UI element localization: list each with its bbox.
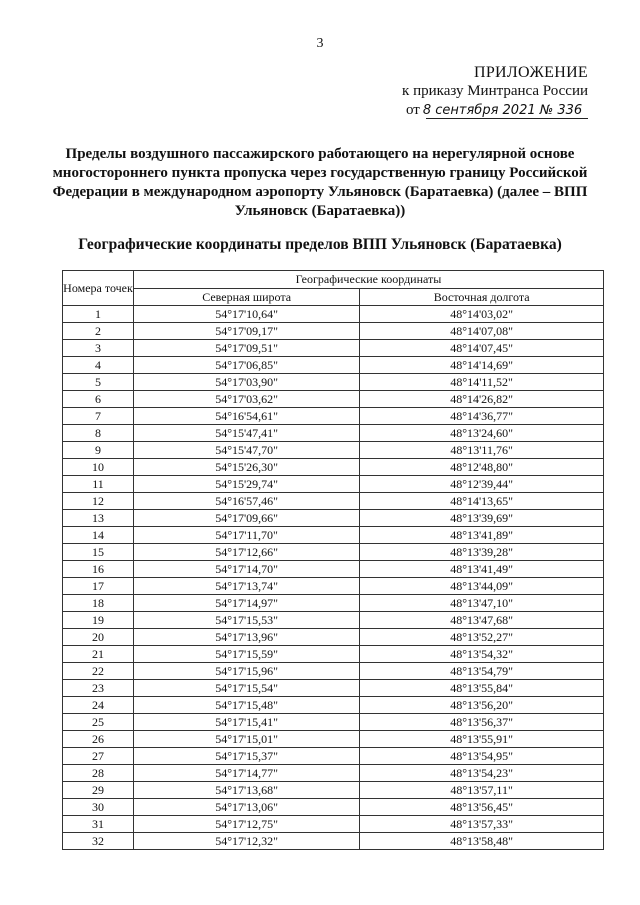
- table-row: [63, 408, 604, 425]
- coordinates-table-body: [63, 306, 604, 850]
- table-row: [63, 459, 604, 476]
- table-row: [63, 629, 604, 646]
- latitude-cell: 54°17'03,90": [134, 374, 360, 391]
- latitude-cell: 54°15'47,41": [134, 425, 360, 442]
- table-row: [63, 697, 604, 714]
- latitude-cell: 54°17'15,53": [134, 612, 360, 629]
- point-number-cell: 12: [63, 493, 134, 510]
- table-row: [63, 510, 604, 527]
- table-row: [63, 527, 604, 544]
- point-number-cell: 11: [63, 476, 134, 493]
- point-number-cell: 13: [63, 510, 134, 527]
- table-row: [63, 578, 604, 595]
- longitude-cell: 48°13'54,23": [360, 765, 604, 782]
- longitude-cell: 48°13'39,69": [360, 510, 604, 527]
- latitude-cell: 54°17'09,66": [134, 510, 360, 527]
- latitude-cell: 54°17'14,70": [134, 561, 360, 578]
- point-number-cell: 16: [63, 561, 134, 578]
- point-number-cell: 18: [63, 595, 134, 612]
- latitude-cell: 54°17'10,64": [134, 306, 360, 323]
- point-number-cell: 6: [63, 391, 134, 408]
- point-number-cell: 5: [63, 374, 134, 391]
- longitude-cell: 48°13'54,95": [360, 748, 604, 765]
- longitude-cell: 48°13'41,89": [360, 527, 604, 544]
- latitude-cell: 54°16'57,46": [134, 493, 360, 510]
- point-number-cell: 10: [63, 459, 134, 476]
- table-row: [63, 442, 604, 459]
- latitude-cell: 54°17'13,68": [134, 782, 360, 799]
- longitude-cell: 48°13'54,32": [360, 646, 604, 663]
- appendix-order-reference: к приказу Минтранса России: [402, 83, 588, 99]
- latitude-cell: 54°17'06,85": [134, 357, 360, 374]
- table-title: Географические координаты пределов ВПП Ульяновск (Баратаевка): [78, 236, 562, 253]
- point-number-cell: 17: [63, 578, 134, 595]
- longitude-cell: 48°13'57,11": [360, 782, 604, 799]
- table-row: [63, 595, 604, 612]
- longitude-cell: 48°13'39,28": [360, 544, 604, 561]
- header-east-longitude: Восточная долгота: [360, 289, 604, 306]
- latitude-cell: 54°17'14,77": [134, 765, 360, 782]
- longitude-cell: 48°13'55,91": [360, 731, 604, 748]
- latitude-cell: 54°15'29,74": [134, 476, 360, 493]
- table-row: [63, 765, 604, 782]
- latitude-cell: 54°15'47,70": [134, 442, 360, 459]
- latitude-cell: 54°16'54,61": [134, 408, 360, 425]
- appendix-order-date-line: [348, 101, 588, 123]
- table-row: [63, 646, 604, 663]
- table-row: [63, 493, 604, 510]
- table-row: [63, 306, 604, 323]
- table-row: [63, 833, 604, 850]
- longitude-cell: 48°12'39,44": [360, 476, 604, 493]
- longitude-cell: 48°13'11,76": [360, 442, 604, 459]
- longitude-cell: 48°14'07,45": [360, 340, 604, 357]
- longitude-cell: 48°13'24,60": [360, 425, 604, 442]
- order-prefix: от: [406, 102, 420, 118]
- table-row: [63, 476, 604, 493]
- longitude-cell: 48°14'03,02": [360, 306, 604, 323]
- table-subheader-row: [63, 289, 604, 306]
- longitude-cell: 48°13'56,37": [360, 714, 604, 731]
- table-row: [63, 340, 604, 357]
- longitude-cell: 48°13'56,20": [360, 697, 604, 714]
- latitude-cell: 54°17'12,75": [134, 816, 360, 833]
- point-number-cell: 14: [63, 527, 134, 544]
- longitude-cell: 48°13'54,79": [360, 663, 604, 680]
- table-row: [63, 391, 604, 408]
- latitude-cell: 54°15'26,30": [134, 459, 360, 476]
- point-number-cell: 3: [63, 340, 134, 357]
- latitude-cell: 54°17'13,96": [134, 629, 360, 646]
- longitude-cell: 48°13'47,10": [360, 595, 604, 612]
- longitude-cell: 48°14'13,65": [360, 493, 604, 510]
- latitude-cell: 54°17'12,32": [134, 833, 360, 850]
- table-header-row: [63, 271, 604, 289]
- latitude-cell: 54°17'03,62": [134, 391, 360, 408]
- point-number-cell: 21: [63, 646, 134, 663]
- table-row: [63, 799, 604, 816]
- point-number-cell: 30: [63, 799, 134, 816]
- latitude-cell: 54°17'14,97": [134, 595, 360, 612]
- table-row: [63, 612, 604, 629]
- order-underline: [426, 118, 588, 119]
- latitude-cell: 54°17'15,96": [134, 663, 360, 680]
- latitude-cell: 54°17'15,59": [134, 646, 360, 663]
- point-number-cell: 25: [63, 714, 134, 731]
- table-row: [63, 714, 604, 731]
- point-number-cell: 22: [63, 663, 134, 680]
- document-heading: Пределы воздушного пассажирского работающего на нерегулярной основе многостороннего пункта пропуска через государственную границу Российской Федерации в международном аэропорту Ульяновск (Баратаевка) (далее – ВПП Ульяновск (Баратаевка)): [52, 146, 588, 219]
- latitude-cell: 54°17'15,41": [134, 714, 360, 731]
- longitude-cell: 48°14'36,77": [360, 408, 604, 425]
- longitude-cell: 48°14'26,82": [360, 391, 604, 408]
- table-row: [63, 663, 604, 680]
- point-number-cell: 1: [63, 306, 134, 323]
- handwritten-order-date: 8 сентября 2021 № 336: [422, 103, 583, 118]
- point-number-cell: 32: [63, 833, 134, 850]
- latitude-cell: 54°17'09,51": [134, 340, 360, 357]
- header-geo-coordinates: Географические координаты: [134, 271, 604, 289]
- table-row: [63, 357, 604, 374]
- table-row: [63, 731, 604, 748]
- latitude-cell: 54°17'15,01": [134, 731, 360, 748]
- point-number-cell: 27: [63, 748, 134, 765]
- point-number-cell: 29: [63, 782, 134, 799]
- point-number-cell: 7: [63, 408, 134, 425]
- table-row: [63, 374, 604, 391]
- longitude-cell: 48°13'52,27": [360, 629, 604, 646]
- latitude-cell: 54°17'12,66": [134, 544, 360, 561]
- longitude-cell: 48°13'56,45": [360, 799, 604, 816]
- point-number-cell: 20: [63, 629, 134, 646]
- point-number-cell: 8: [63, 425, 134, 442]
- appendix-block: [348, 63, 588, 123]
- latitude-cell: 54°17'13,06": [134, 799, 360, 816]
- longitude-cell: 48°13'58,48": [360, 833, 604, 850]
- table-row: [63, 544, 604, 561]
- longitude-cell: 48°14'14,69": [360, 357, 604, 374]
- point-number-cell: 28: [63, 765, 134, 782]
- table-row: [63, 816, 604, 833]
- header-north-latitude: Северная широта: [134, 289, 360, 306]
- coordinates-table: [62, 270, 604, 850]
- page-number: 3: [316, 36, 324, 51]
- table-row: [63, 425, 604, 442]
- table-row: [63, 561, 604, 578]
- point-number-cell: 2: [63, 323, 134, 340]
- point-number-cell: 4: [63, 357, 134, 374]
- point-number-cell: 19: [63, 612, 134, 629]
- latitude-cell: 54°17'15,48": [134, 697, 360, 714]
- latitude-cell: 54°17'09,17": [134, 323, 360, 340]
- point-number-cell: 26: [63, 731, 134, 748]
- point-number-cell: 15: [63, 544, 134, 561]
- appendix-title: ПРИЛОЖЕНИЕ: [473, 64, 588, 81]
- latitude-cell: 54°17'13,74": [134, 578, 360, 595]
- table-row: [63, 323, 604, 340]
- longitude-cell: 48°12'48,80": [360, 459, 604, 476]
- latitude-cell: 54°17'15,54": [134, 680, 360, 697]
- header-point-number: Номера точек: [63, 271, 134, 306]
- longitude-cell: 48°13'57,33": [360, 816, 604, 833]
- longitude-cell: 48°13'55,84": [360, 680, 604, 697]
- point-number-cell: 24: [63, 697, 134, 714]
- point-number-cell: 31: [63, 816, 134, 833]
- longitude-cell: 48°13'44,09": [360, 578, 604, 595]
- table-row: [63, 748, 604, 765]
- longitude-cell: 48°13'41,49": [360, 561, 604, 578]
- table-row: [63, 680, 604, 697]
- latitude-cell: 54°17'15,37": [134, 748, 360, 765]
- point-number-cell: 9: [63, 442, 134, 459]
- longitude-cell: 48°14'07,08": [360, 323, 604, 340]
- longitude-cell: 48°13'47,68": [360, 612, 604, 629]
- latitude-cell: 54°17'11,70": [134, 527, 360, 544]
- table-row: [63, 782, 604, 799]
- longitude-cell: 48°14'11,52": [360, 374, 604, 391]
- point-number-cell: 23: [63, 680, 134, 697]
